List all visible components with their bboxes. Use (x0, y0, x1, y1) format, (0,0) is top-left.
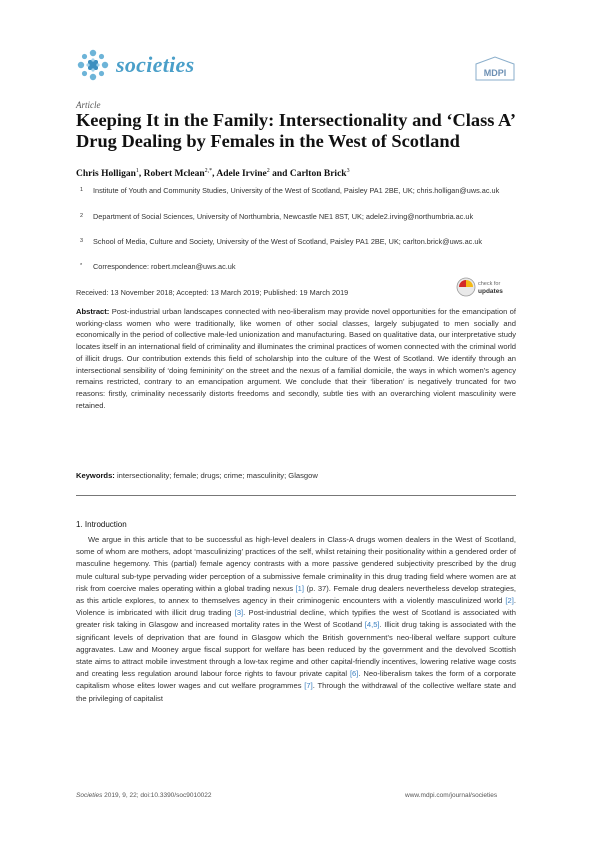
affiliation-text: Department of Social Sciences, University of Northumbria, Newcastle NE1 8ST, UK; adele2.irving@northumbria.ac.uk (93, 212, 474, 221)
check-for-updates-badge[interactable] (456, 276, 516, 298)
affiliation-number: 3 (80, 238, 84, 244)
correspondence (76, 262, 516, 273)
body-text-segment: . Post-industrial decline, which typifies the west of Scotland is associated with greater risk taking in Glasgow and increased mortality rates in the West of Scotland (76, 608, 516, 630)
affiliation (76, 186, 516, 207)
footer-journal: Societies (76, 792, 103, 799)
author-name: Adele Irvine (216, 169, 267, 180)
mdpi-logo-icon (474, 56, 516, 82)
author-list (76, 168, 350, 179)
author-affiliation-marker: 3 (346, 168, 350, 174)
introduction-paragraph (76, 534, 516, 705)
keywords-text: intersectionality; female; drugs; crime; masculinity; Glasgow (116, 471, 318, 480)
section-heading: 1. Introduction (76, 520, 127, 529)
citation-link[interactable]: [1] (295, 583, 304, 593)
body-text-segment: . Through the withdrawal of the collective welfare state and the privileging of capitalist (76, 681, 516, 703)
body-text-segment: . Neo-liberalism takes the form of a corporate capitalism whose elites lower wages and cut welfare programmes (76, 669, 516, 691)
author-affiliation-marker: 2 (266, 168, 270, 174)
check-updates-line1: check for (478, 281, 501, 287)
correspondence-text: Correspondence: robert.mclean@uws.ac.uk (93, 262, 236, 271)
affiliation-text: Institute of Youth and Community Studies, University of the West of Scotland, Paisley PA1 2BE, UK; chris.holligan@uws.ac.uk (93, 186, 500, 195)
citation-link[interactable]: [4,5] (364, 620, 380, 630)
affiliation-number: 2 (80, 213, 84, 219)
publication-dates: Received: 13 November 2018; Accepted: 13 March 2019; Published: 19 March 2019 (76, 288, 349, 297)
footer-citation-text: 2019, 9, 22; doi:10.3390/soc9010022 (102, 792, 212, 799)
abstract-text: Post-industrial urban landscapes connected with neo-liberalism may provide novel opportunities for the emancipation of working-class women who were traditionally, like women of other social classes, largely subjugated to men socially and economically in the period of collective male-led unionization and manufacturing. Based on qualitative data, our interpretative study locates itself in an international field of criminality and illuminates the criminal practices of women connected with the criminal world of illicit drugs. Our contribution extends this field of scholarship into the culture of the West of Scotland. We identify through an intersectional sensibility of ‘doing femininity’ on the street and the nexus of a familial domicile, the ways in which women’s agency remains restricted, contrary to an emancipation argument. We conclude that their ‘liberation’ is negatively truncated for two reasons: firstly, criminality necessarily distorts freedoms and secondly, subtle ties with an overarching violent masculinity were retained. (76, 307, 516, 410)
author-name: Chris Holligan (76, 169, 136, 180)
mdpi-logo-text: MDPI (483, 68, 507, 78)
body-text-segment: We argue in this article that to be successful as high-level dealers in Class-A drugs women dealers in the West of Scotland, some of whom are mothers, adopt ‘masculinizing’ practices of the self, whilst retaining their positionality within a gendered order of masculine hegemony. This (partial) female agency contrasts with a more passive gendered subjectivity prescribed by the drug mule cultural sub-type pervading wider perception of a submissive female criminality in this drug trading field where women are at risk from coercive males operating within a global trading nexus (76, 535, 516, 593)
citation-link[interactable]: [6] (349, 669, 359, 679)
citation-link[interactable]: [3] (234, 608, 244, 618)
affiliation (76, 212, 516, 233)
article-type: Article (76, 100, 101, 110)
affiliation-number: 1 (80, 187, 84, 193)
citation-link[interactable]: [2] (505, 596, 514, 606)
author-name: Robert Mclean (143, 169, 205, 180)
author-affiliation-marker: 2,* (204, 168, 213, 174)
affiliation-text: School of Media, Culture and Society, University of the West of Scotland, Paisley PA1 2BE, UK; carlton.brick@uws.ac.uk (93, 237, 483, 246)
author-separator: , (138, 169, 144, 180)
journal-name: societies (116, 52, 195, 77)
author-name: Carlton Brick (289, 169, 347, 180)
journal-logo-icon (76, 48, 110, 82)
keywords-label: Keywords: (76, 471, 115, 480)
paper-title: Keeping It in the Family: Intersectionality and ‘Class A’ Drug Dealing by Females in the West of Scotland (76, 110, 515, 151)
check-updates-line2: updates (478, 288, 503, 295)
abstract-label: Abstract: (76, 307, 110, 316)
body-text-segment: . Illicit drug taking is associated with the significant levels of deprivation that are found in Glasgow which the British government’s neo-liberal welfare support culture aggravates. Law and Mooney argue fiscal support for welfare has been reduced by the government and the devolved Scottish state aims to attract mobile investment through a low-tax regime and other capital-friendly incentives, lowering relative wage costs and creating less regulation around labour force rights to favour private capital (76, 620, 516, 679)
affiliation (76, 237, 516, 258)
author-separator: and (269, 169, 290, 180)
citation-link[interactable]: [7] (304, 681, 313, 691)
keywords (76, 471, 318, 480)
body-text-segment: . Violence is imbricated with illicit drug trading (76, 596, 516, 618)
footer-journal-url[interactable]: www.mdpi.com/journal/societies (405, 792, 498, 799)
author-affiliation-marker: 1 (135, 168, 139, 174)
section-divider (76, 495, 516, 496)
footer-citation (76, 792, 212, 799)
author-separator: , (212, 169, 217, 180)
body-text-segment: (p. 37). Female drug dealers nevertheless develop strategies, as this article explores, to annex to themselves agency in their criminogenic encounters with a violently masculinized world (76, 583, 516, 606)
abstract (76, 306, 516, 411)
affiliation-number: * (80, 263, 83, 269)
